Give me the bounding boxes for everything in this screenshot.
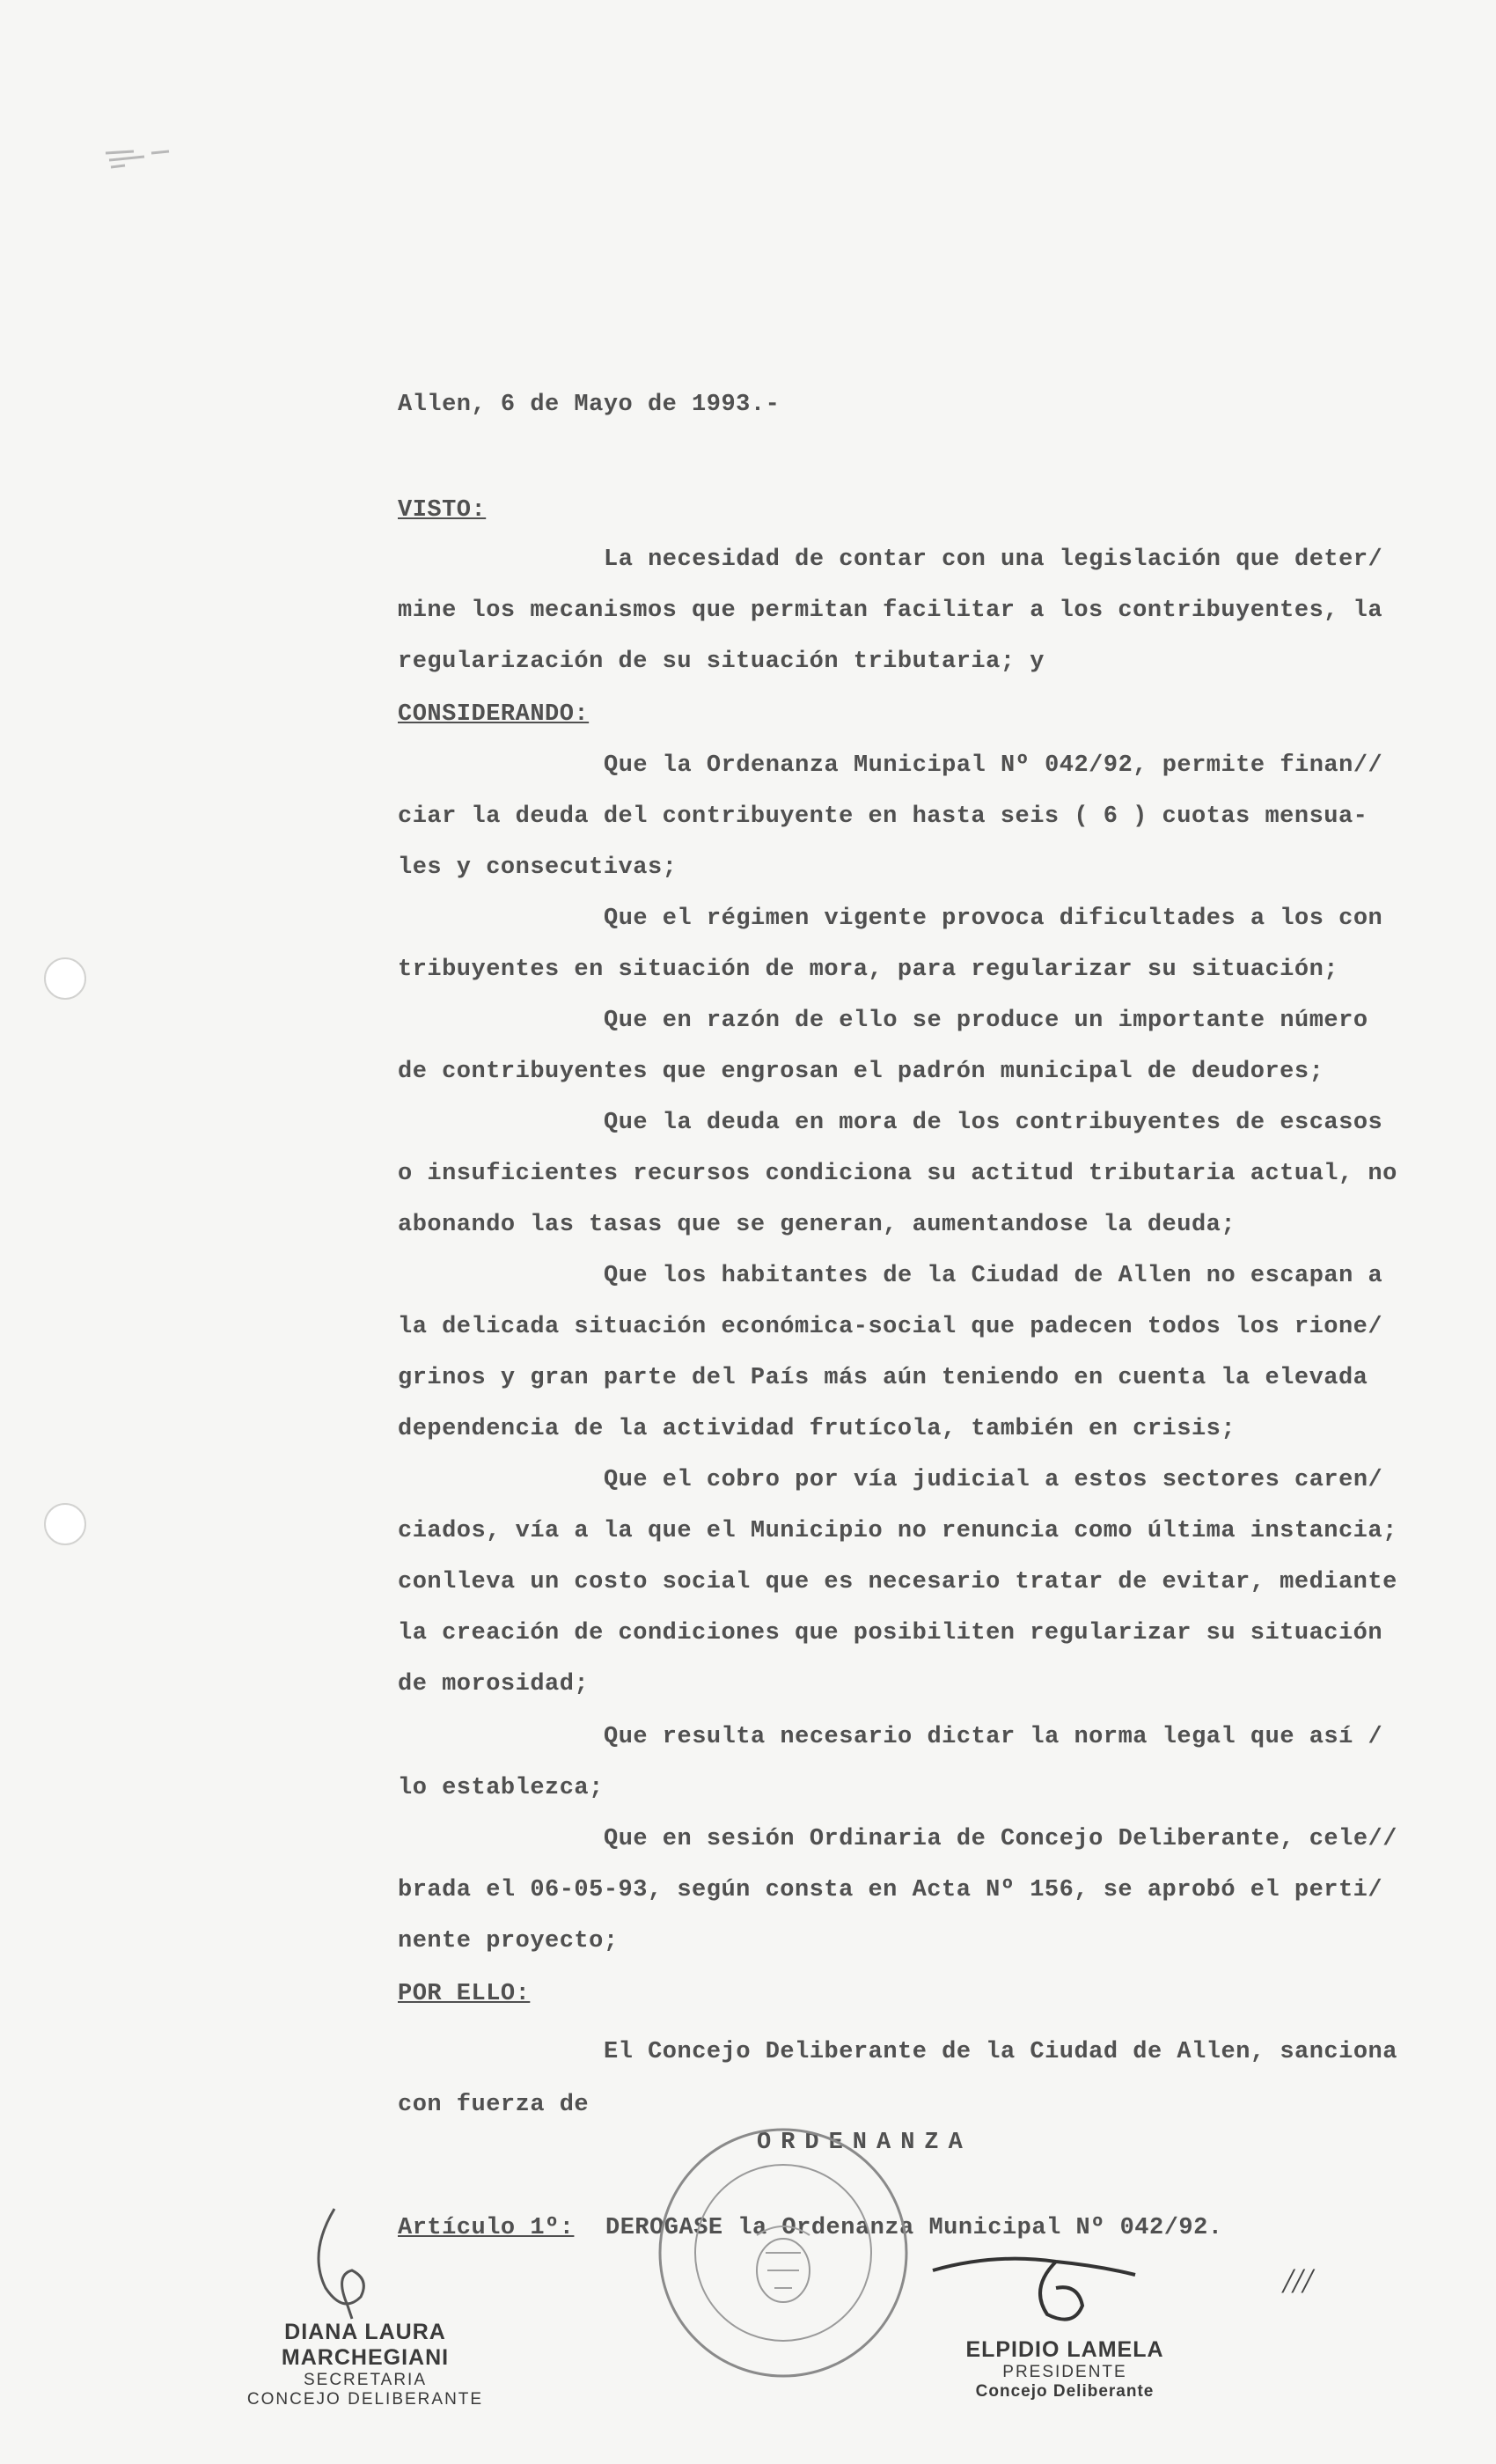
text-line: abonando las tasas que se generan, aumentandose la deuda; (398, 1212, 1236, 1238)
text-line: ciar la deuda del contribuyente en hasta seis ( 6 ) cuotas mensua- (398, 803, 1368, 830)
text-line: Que el cobro por vía judicial a estos sectores caren/ (604, 1467, 1383, 1493)
signer-body: CONCEJO DELIBERANTE (246, 2390, 484, 2409)
municipal-seal-icon (651, 2121, 915, 2385)
signer-name: ELPIDIO LAMELA (965, 2337, 1164, 2362)
visto-heading: VISTO: (398, 497, 487, 524)
text-line: Que en razón de ello se produce un importante número (604, 1008, 1368, 1034)
text-line: La necesidad de contar con una legislación que deter/ (604, 546, 1383, 573)
document-date: Allen, 6 de Mayo de 1993.- (398, 392, 781, 418)
punch-hole (44, 957, 86, 1000)
text-line: lo establezca; (398, 1775, 604, 1801)
text-line: la delicada situación económica-social que padecen todos los rione/ (398, 1314, 1383, 1340)
article-label: Artículo 1º: (398, 2215, 575, 2241)
signer-role: PRESIDENTE (1002, 2363, 1127, 2381)
page-continuation-mark: /// (1283, 2261, 1313, 2300)
text-line: Que la deuda en mora de los contribuyentes de escasos (604, 1110, 1383, 1136)
text-line: brada el 06-05-93, según consta en Acta Nº 156, se aprobó el perti/ (398, 1877, 1383, 1903)
corner-scribble-icon (99, 141, 204, 176)
signer-body: Concejo Deliberante (975, 2382, 1155, 2401)
text-line: les y consecutivas; (398, 854, 678, 881)
signature-scribble-icon (299, 2200, 405, 2323)
text-line: ciados, vía a la que el Municipio no renuncia como última instancia; (398, 1518, 1397, 1544)
text-line: dependencia de la actividad frutícola, también en crisis; (398, 1416, 1236, 1442)
text-line: Que la Ordenanza Municipal Nº 042/92, permite finan// (604, 752, 1383, 779)
por-ello-heading: POR ELLO: (398, 1981, 531, 2007)
text-line: Que el régimen vigente provoca dificultades a los con (604, 906, 1383, 932)
text-line: nente proyecto; (398, 1928, 619, 1954)
text-line: regularización de su situación tributaria; y (398, 649, 1045, 675)
signer-role: SECRETARIA (303, 2371, 427, 2389)
right-signature-block (950, 2337, 1179, 2402)
text-line: o insuficientes recursos condiciona su actitud tributaria actual, no (398, 1161, 1397, 1187)
text-line: Que resulta necesario dictar la norma legal que así / (604, 1724, 1383, 1750)
considerando-heading: CONSIDERANDO: (398, 701, 590, 728)
text-line: El Concejo Deliberante de la Ciudad de Allen, sanciona (604, 2039, 1397, 2065)
text-line: con fuerza de (398, 2092, 590, 2118)
text-line: tribuyentes en situación de mora, para regularizar su situación; (398, 957, 1338, 983)
punch-hole (44, 1503, 86, 1545)
text-line: Que en sesión Ordinaria de Concejo Deliberante, cele// (604, 1826, 1397, 1852)
signature-scribble-icon (924, 2235, 1170, 2332)
left-signature-block (202, 2320, 528, 2409)
text-line: de contribuyentes que engrosan el padrón municipal de deudores; (398, 1059, 1324, 1085)
article-text: DEROGASE la Ordenanza Municipal Nº 042/92. (605, 2215, 1223, 2241)
text-line: de morosidad; (398, 1671, 590, 1698)
text-line: grinos y gran parte del País más aún teniendo en cuenta la elevada (398, 1365, 1368, 1391)
text-line: conlleva un costo social que es necesario tratar de evitar, mediante (398, 1569, 1397, 1595)
text-line: mine los mecanismos que permitan facilitar a los contribuyentes, la (398, 598, 1383, 624)
ordenanza-title: ORDENANZA (757, 2130, 972, 2156)
signer-name: DIANA LAURA MARCHEGIANI (281, 2320, 450, 2370)
text-line: la creación de condiciones que posibiliten regularizar su situación (398, 1620, 1383, 1646)
text-line: Que los habitantes de la Ciudad de Allen no escapan a (604, 1263, 1383, 1289)
